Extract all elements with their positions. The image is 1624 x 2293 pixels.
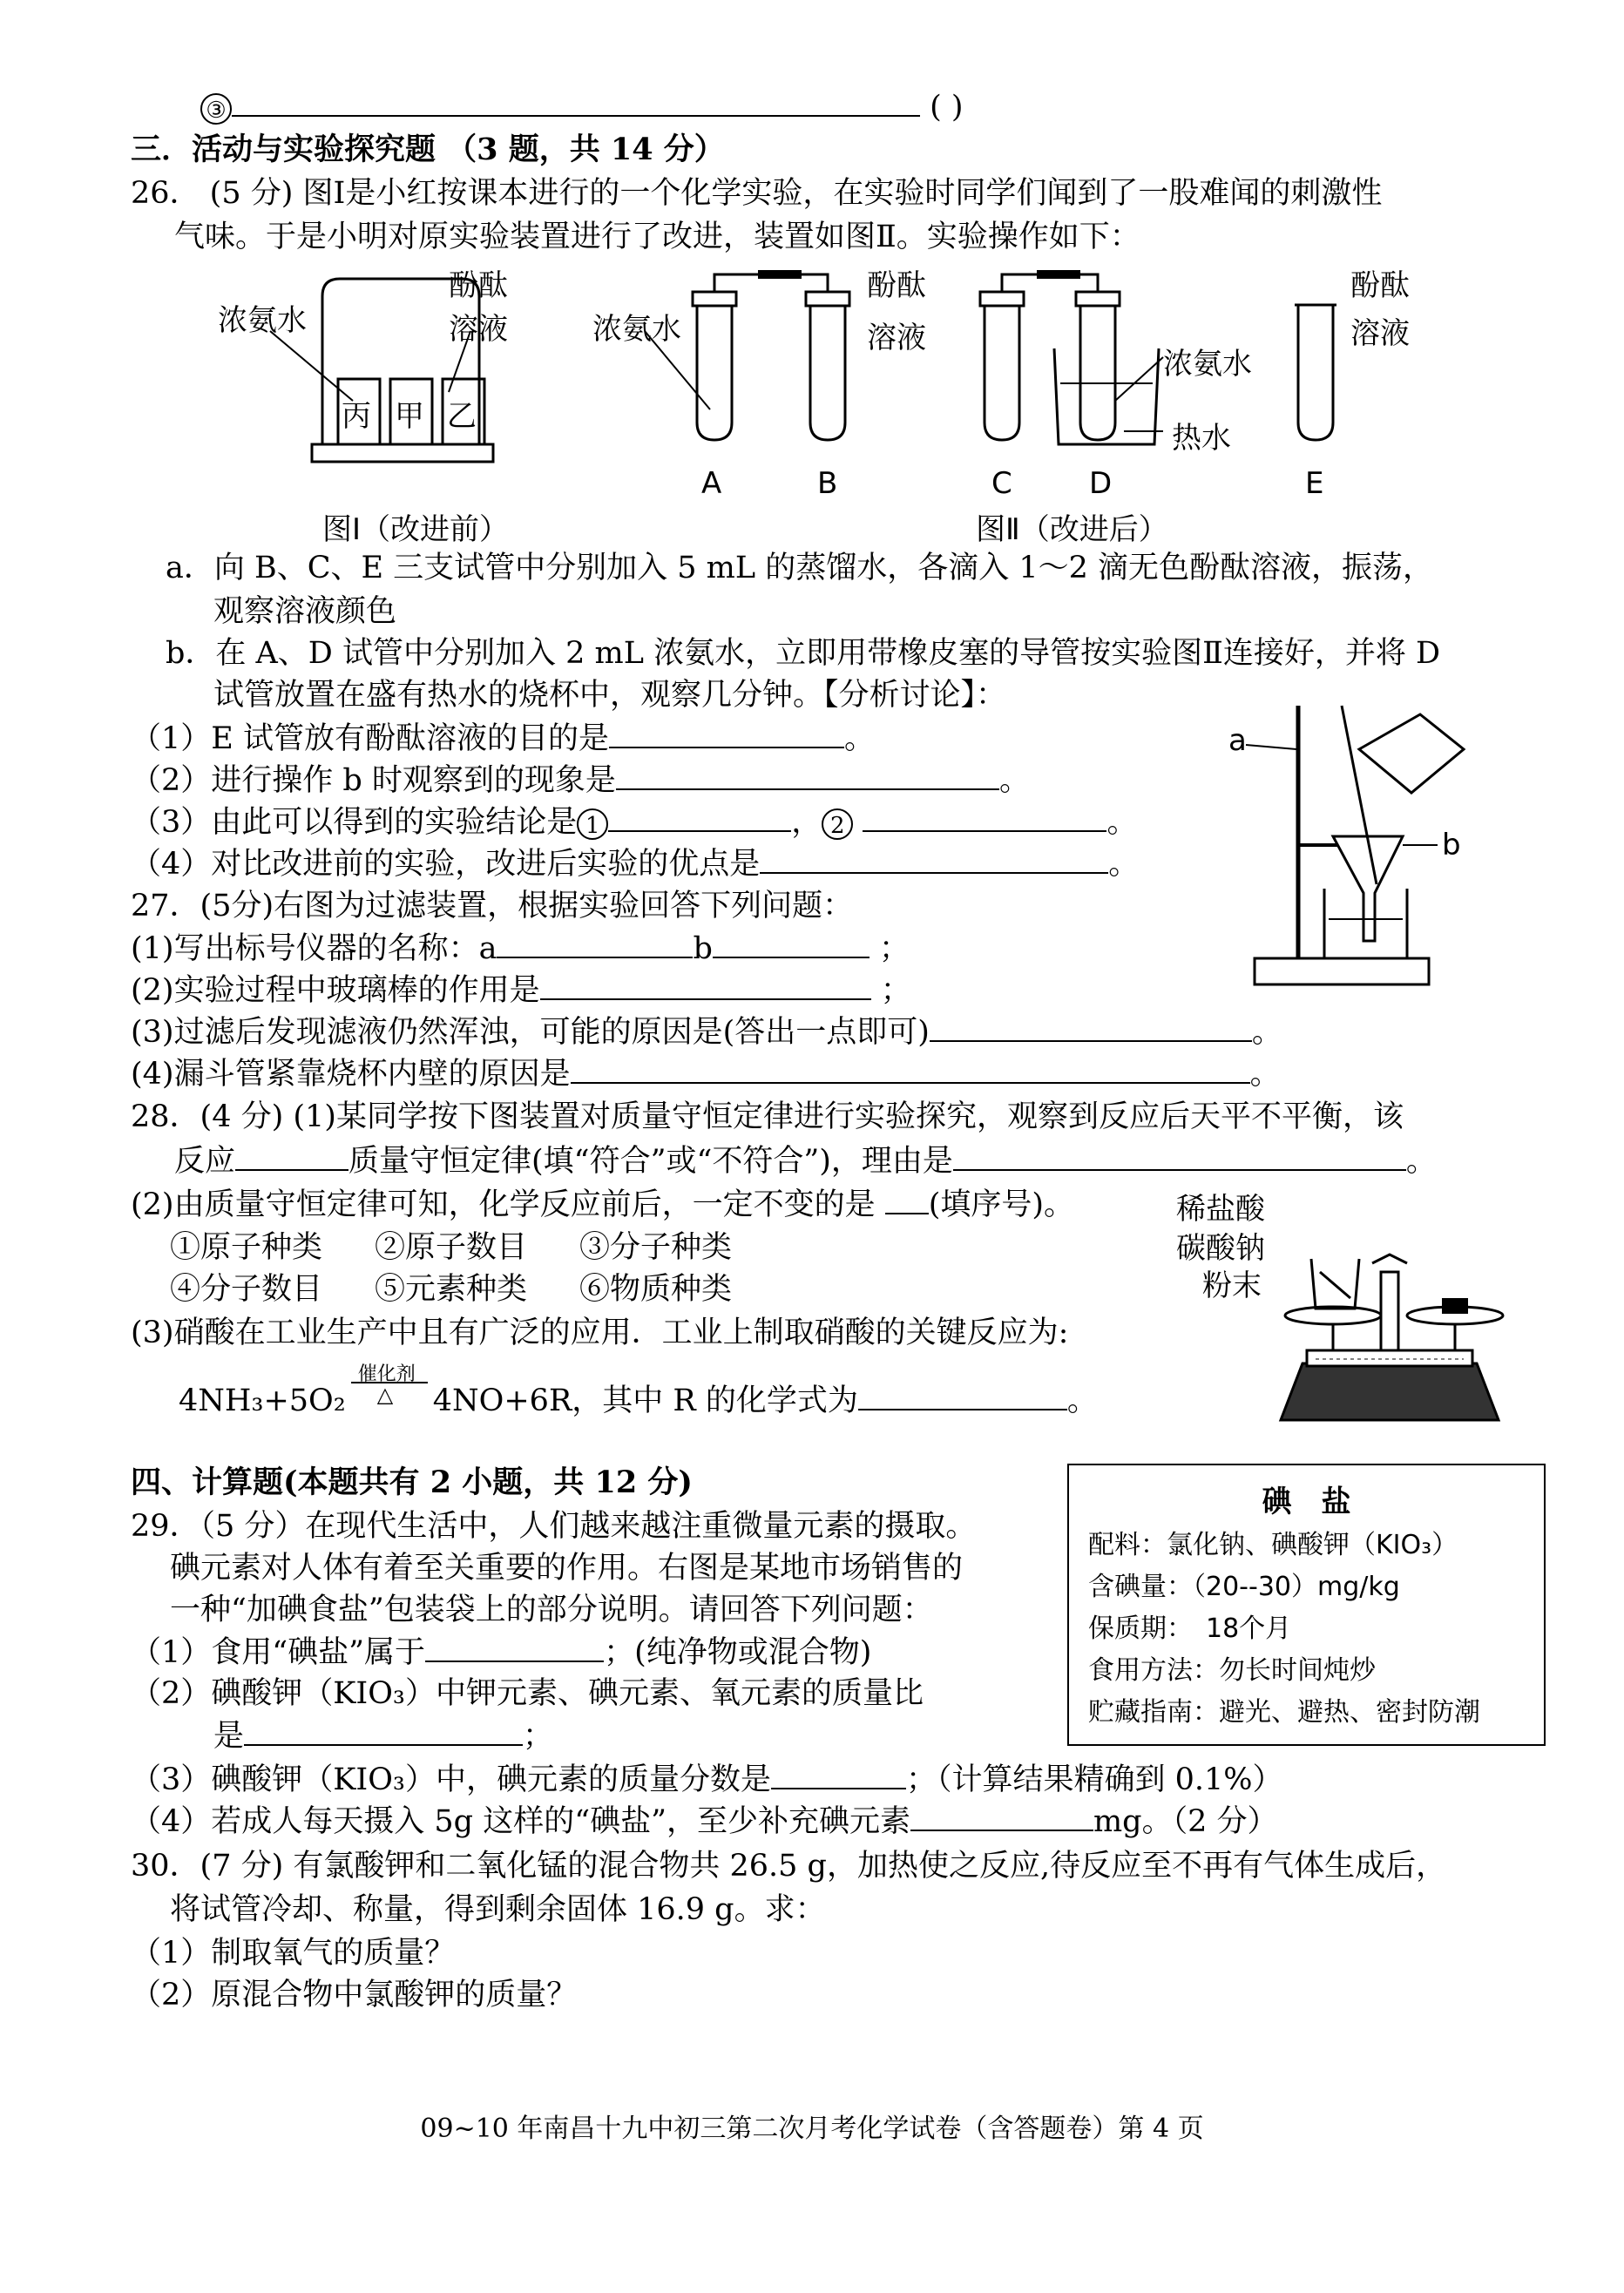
q27-sub4-text: (4)漏斗管紧靠烧杯内壁的原因是 <box>131 1057 571 1092</box>
q26-sub4-text: （4）对比改进前的实验，改进后实验的优点是 <box>131 847 761 882</box>
balance-label-na2co3: 碳酸钠 <box>1176 1231 1265 1266</box>
fig2-phenol: 酚酞 <box>867 268 926 303</box>
q26-sub1: （1）E 试管放有酚酞溶液的目的是 。 <box>131 719 875 758</box>
q27-sub1: (1)写出标号仪器的名称：a b ； <box>131 929 910 968</box>
q28-options-row2 <box>170 1270 784 1309</box>
answer-blank[interactable] <box>609 719 844 748</box>
answer-blank[interactable] <box>425 1633 604 1662</box>
q26-sub3-text: （3）由此可以得到的实验结论是 <box>131 805 578 840</box>
q28-equation: 4NH₃+5O₂ 催化剂 △ 4NO+6R，其中 R 的化学式为 。 <box>179 1381 1098 1420</box>
q28-line2b: 质量守恒定律(填“符合”或“不符合”)，理由是 <box>348 1144 953 1179</box>
option-5: ⑤元素种类 <box>375 1272 528 1307</box>
q30-line1: 30．(7 分) 有氯酸钾和二氧化锰的混合物共 26.5 g，加热使之反应,待反应至不再有气体生成后， <box>131 1849 1447 1884</box>
fig1-ammonia-label: 浓氨水 <box>218 303 307 338</box>
q26-sub4: （4）对比改进前的实验，改进后实验的优点是 。 <box>131 844 1139 883</box>
q26-step-b1: b．在 A、D 试管中分别加入 2 mL 浓氨水，立即用带橡皮塞的导管按实验图Ⅱ连接好，并将 D <box>166 636 1441 671</box>
q29-sub3-b: ；（计算结果精确到 0.1%） <box>905 1762 1283 1797</box>
fig1-bing: 丙 <box>342 399 371 434</box>
q25-tail <box>200 87 964 126</box>
answer-blank[interactable] <box>760 844 1108 874</box>
q29-sub1 <box>131 1633 871 1672</box>
circled-1: 1 <box>577 808 608 840</box>
balance-figure <box>1176 1194 1525 1429</box>
q28-options-row1 <box>170 1228 784 1267</box>
q27-sub3: (3)过滤后发现滤液仍然浑浊，可能的原因是(答出一点即可) 。 <box>131 1012 1282 1052</box>
fig1-caption: 图Ⅰ（改进前） <box>322 512 510 547</box>
q26-line1: 26． (5 分) 图Ⅰ是小红按课本进行的一个化学实验，在实验时同学们闻到了一股难闻的刺激性 <box>131 176 1383 211</box>
page-footer: 09~10 年南昌十九中初三第二次月考化学试卷（含答题卷）第 4 页 <box>420 2114 1204 2144</box>
q29-sub4-text: （4）若成人每天摄入 5g 这样的“碘盐”，至少补充碘元素 <box>131 1804 910 1839</box>
option-6: ⑥物质种类 <box>579 1272 733 1307</box>
section-3-title: 三．活动与实验探究题 （3 题，共 14 分） <box>131 132 725 167</box>
label-a: a <box>1228 723 1247 758</box>
q29-sub4 <box>131 1802 1277 1841</box>
balance-label-powder: 粉末 <box>1202 1268 1262 1303</box>
q26-step-a1: a．向 B、C、E 三支试管中分别加入 5 mL 的蒸馏水，各滴入 1～2 滴无色酚酞溶液，振荡， <box>166 551 1434 585</box>
answer-blank[interactable] <box>885 1185 929 1214</box>
delta-symbol: △ <box>376 1383 394 1407</box>
q26-sub3: （3）由此可以得到的实验结论是 1 ， 2 。 <box>131 802 1137 842</box>
q29-line2: 碘元素对人体有着至关重要的作用。右图是某地市场销售的 <box>170 1551 964 1586</box>
answer-blank[interactable] <box>616 761 999 790</box>
salt-iodine-content: 含碘量：（20--30）mg/kg <box>1088 1572 1400 1602</box>
iodized-salt-label <box>1067 1464 1546 1746</box>
q29-sub4-b: mg。（2 分） <box>1093 1804 1278 1839</box>
q27-sub4: (4)漏斗管紧靠烧杯内壁的原因是 。 <box>131 1054 1281 1093</box>
q26-sub1-text: （1）E 试管放有酚酞溶液的目的是 <box>131 721 609 756</box>
fig2-caption: 图Ⅱ（改进后） <box>976 512 1168 547</box>
q28-line4: (3)硝酸在工业生产中且有广泛的应用．工业上制取硝酸的关键反应为: <box>131 1316 1069 1350</box>
q28-line2a: 反应 <box>174 1144 236 1179</box>
answer-blank[interactable] <box>863 802 1106 832</box>
ammonia-diffusion-figure <box>218 261 1455 549</box>
filtration-figure <box>1228 697 1481 993</box>
fig2-e-phenol: 酚酞 <box>1350 268 1410 303</box>
paren: ( ) <box>930 90 964 125</box>
salt-title: 碘 盐 <box>1262 1485 1351 1519</box>
q29-sub3 <box>131 1760 1283 1799</box>
answer-blank-a[interactable] <box>497 929 693 958</box>
q26-line2: 气味。于是小明对原实验装置进行了改进，装置如图Ⅱ。实验操作如下： <box>174 220 1140 254</box>
q27-sub1-text: (1)写出标号仪器的名称：a <box>131 931 497 966</box>
answer-blank[interactable] <box>232 87 920 117</box>
answer-blank[interactable] <box>244 1716 523 1746</box>
fig2-hot-water: 热水 <box>1172 421 1231 456</box>
answer-blank[interactable] <box>771 1760 906 1789</box>
q28-line3-text: (2)由质量守恒定律可知，化学反应前后，一定不变的是 <box>131 1187 876 1222</box>
q30-sub1: （1）制取氧气的质量？ <box>131 1936 456 1971</box>
fig1-solution-label: 溶液 <box>449 312 508 347</box>
fig2-ammonia-d: 浓氨水 <box>1163 347 1252 382</box>
fig2-e-solution: 溶液 <box>1350 316 1410 351</box>
answer-blank[interactable] <box>540 971 871 1000</box>
q27-head: 27．(5分)右图为过滤装置，根据实验回答下列问题： <box>131 889 854 923</box>
answer-blank[interactable] <box>930 1012 1252 1042</box>
option-4: ④分子数目 <box>170 1272 323 1307</box>
q30-line2: 将试管冷却、称量，得到剩余固体 16.9 g。求： <box>170 1892 826 1927</box>
answer-blank[interactable] <box>858 1381 1067 1410</box>
balance-label-hcl: 稀盐酸 <box>1176 1192 1265 1227</box>
answer-blank-b[interactable] <box>713 929 870 958</box>
q26-step-b2: 试管放置在盛有热水的烧杯中，观察几分钟。【分析讨论】： <box>213 678 1007 713</box>
fig1-jia: 甲 <box>395 399 424 434</box>
q26-sub2: （2）进行操作 b 时观察到的现象是 。 <box>131 761 1030 800</box>
section-4-title: 四、计算题(本题共有 2 小题，共 12 分) <box>131 1464 693 1500</box>
catalyst-label: 催化剂 <box>357 1363 416 1385</box>
q26-sub2-text: （2）进行操作 b 时观察到的现象是 <box>131 763 616 798</box>
tube-d-label: D <box>1089 466 1113 501</box>
answer-blank[interactable] <box>953 1141 1406 1171</box>
q29-line1: 29．（5 分）在现代生活中，人们越来越注重微量元素的摄取。 <box>131 1509 977 1544</box>
salt-usage: 食用方法：勿长时间炖炒 <box>1088 1655 1376 1686</box>
answer-blank[interactable] <box>608 802 791 832</box>
q28-line1: 28．(4 分) (1)某同学按下图装置对质量守恒定律进行实验探究，观察到反应后天平不平衡，该 <box>131 1099 1404 1134</box>
q28-line3 <box>131 1185 1074 1224</box>
q29-sub2: （2）碘酸钾（KIO₃）中钾元素、碘元素、氧元素的质量比 <box>131 1676 924 1711</box>
eq-right: 4NO+6R，其中 R 的化学式为 <box>432 1383 858 1418</box>
q29-sub1-b: ；(纯净物或混合物) <box>604 1635 872 1670</box>
q29-line3: 一种“加碘食盐”包装袋上的部分说明。请回答下列问题： <box>170 1593 933 1627</box>
eq-left: 4NH₃+5O₂ <box>179 1383 346 1418</box>
q26-step-a2: 观察溶液颜色 <box>213 594 397 629</box>
label-b: b <box>1442 828 1461 862</box>
tube-c-label: C <box>991 466 1012 501</box>
q27-sub2-text: (2)实验过程中玻璃棒的作用是 <box>131 973 540 1008</box>
q29-sub1-text: （1）食用“碘盐”属于 <box>131 1635 426 1670</box>
q29-sub3-text: （3）碘酸钾（KIO₃）中，碘元素的质量分数是 <box>131 1762 771 1797</box>
q30-sub2: （2）原混合物中氯酸钾的质量？ <box>131 1978 578 2012</box>
answer-blank[interactable] <box>910 1802 1093 1831</box>
q29-sub2-b: 是 <box>213 1719 245 1754</box>
q28-line3b: (填序号)。 <box>928 1187 1075 1222</box>
tube-e-label: E <box>1305 466 1324 501</box>
tube-a-label: A <box>701 466 722 501</box>
fig2-solution: 溶液 <box>867 321 926 355</box>
option-2: ②原子数目 <box>375 1230 528 1265</box>
salt-ingredients: 配料：氯化钠、碘酸钾（KIO₃） <box>1088 1530 1458 1560</box>
salt-storage: 贮藏指南：避光、避热、密封防潮 <box>1088 1697 1480 1728</box>
option-3: ③分子种类 <box>579 1230 733 1265</box>
q28-line2: 反应 质量守恒定律(填“符合”或“不符合”)，理由是 。 <box>174 1141 1437 1180</box>
option-1: ①原子种类 <box>170 1230 323 1265</box>
circled-number: ③ <box>200 93 232 125</box>
answer-blank[interactable] <box>571 1054 1250 1084</box>
q27-sub1-b: b <box>693 931 713 966</box>
answer-blank[interactable] <box>235 1141 348 1171</box>
q27-sub3-text: (3)过滤后发现滤液仍然浑浊，可能的原因是(答出一点即可) <box>131 1015 930 1050</box>
circled-2: 2 <box>822 808 853 840</box>
eq-condition <box>346 1363 433 1420</box>
q27-sub2: (2)实验过程中玻璃棒的作用是 ； <box>131 971 911 1010</box>
salt-shelf-life: 保质期： 18个月 <box>1088 1613 1292 1644</box>
fig2-ammonia-a: 浓氨水 <box>592 312 681 347</box>
fig1-phenol-label: 酚酞 <box>449 268 508 303</box>
tube-b-label: B <box>817 466 838 501</box>
q29-sub2-cont: 是 ； <box>213 1716 553 1755</box>
fig1-yi: 乙 <box>447 399 477 434</box>
